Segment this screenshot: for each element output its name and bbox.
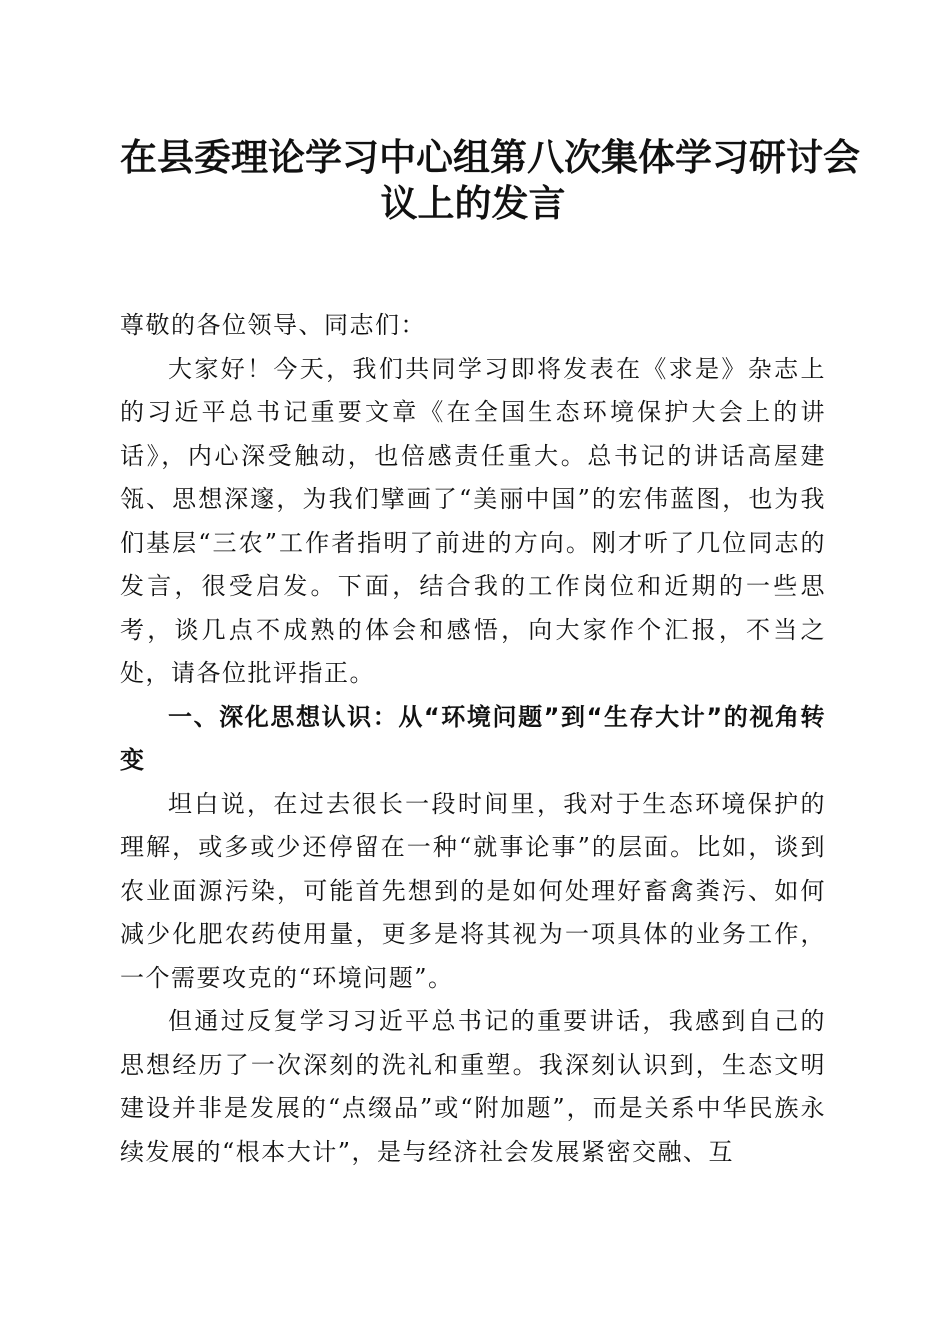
section-heading-1: 一、深化思想认识：从“环境问题”到“生存大计”的视角转变 (120, 702, 826, 774)
document-body (120, 304, 826, 1174)
title-line-1: 在县委理论学习中心组第八次集体学习研讨会 (120, 135, 860, 179)
intro-paragraph: 大家好！今天，我们共同学习即将发表在《求是》杂志上的习近平总书记重要文章《在全国生态环境保护大会上的讲话》，内心深受触动，也倍感责任重大。总书记的讲话高屋建瓴、思想深邃，为我们擘画了“美丽中国”的宏伟蓝图，也为我们基层“三农”工作者指明了前进的方向。刚才听了几位同志的发言，很受启发。下面，结合我的工作岗位和近期的一些思考，谈几点不成熟的体会和感悟，向大家作个汇报，不当之处，请各位批评指正。 (120, 354, 826, 687)
section1-paragraph-1: 坦白说，在过去很长一段时间里，我对于生态环境保护的理解，或多或少还停留在一种“就事论事”的层面。比如，谈到农业面源污染，可能首先想到的是如何处理好畜禽粪污、如何减少化肥农药使用量，更多是将其视为一项具体的业务工作，一个需要攻克的“环境问题”。 (120, 789, 826, 992)
title-line-2: 议上的发言 (380, 181, 566, 225)
salutation: 尊敬的各位领导、同志们： (120, 311, 426, 339)
section1-paragraph-2: 但通过反复学习习近平总书记的重要讲话，我感到自己的思想经历了一次深刻的洗礼和重塑。我深刻认识到，生态文明建设并非是发展的“点缀品”或“附加题”，而是关系中华民族永续发展的“根本大计”，是与经济社会发展紧密交融、互 (120, 1007, 826, 1166)
document-page (120, 134, 860, 1174)
document-title (120, 134, 860, 226)
